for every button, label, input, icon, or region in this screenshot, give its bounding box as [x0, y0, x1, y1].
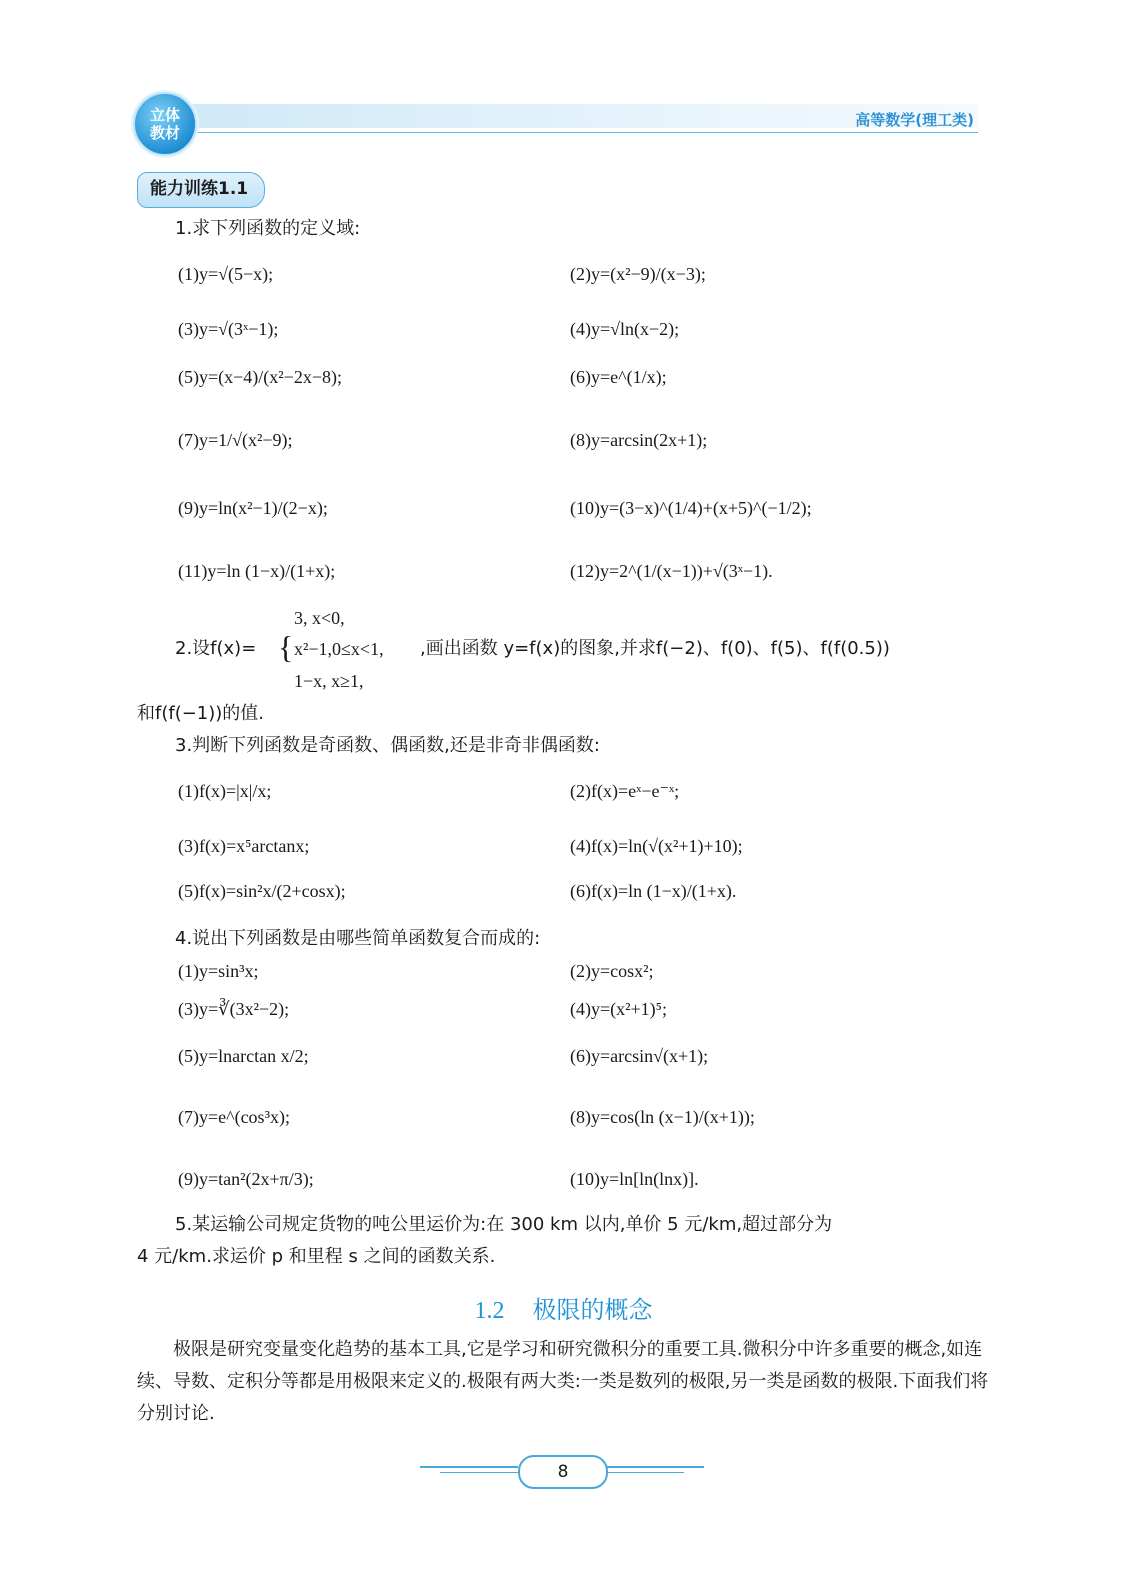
q3-item-6: (6)f(x)=ln (1−x)/(1+x).	[570, 881, 737, 901]
q1-title: 1.求下列函数的定义域:	[175, 218, 361, 239]
q2-case-1: 3, x<0,	[294, 608, 345, 628]
q4-item-6: (6)y=arcsin√(x+1);	[570, 1046, 709, 1066]
book-title: 高等数学(理工类)	[855, 111, 974, 129]
q3-item-1: (1)f(x)=|x|/x;	[178, 781, 272, 801]
page-header	[133, 92, 978, 144]
footer-line-left-thin	[440, 1472, 518, 1473]
q2-brace: {	[278, 629, 294, 665]
q1-item-2: (2)y=(x²−9)/(x−3);	[570, 264, 706, 284]
q1-item-11: (11)y=ln (1−x)/(1+x);	[178, 561, 336, 581]
q1-item-6: (6)y=e^(1/x);	[570, 367, 667, 387]
q1-item-3: (3)y=√(3ˣ−1);	[178, 319, 279, 339]
q1-item-5: (5)y=(x−4)/(x²−2x−8);	[178, 367, 342, 387]
intro-paragraph: 极限是研究变量变化趋势的基本工具,它是学习和研究微积分的重要工具.微积分中许多重要的概念,如连续、导数、定积分等都是用极限来定义的.极限有两大类:一类是数列的极限,另一类是函数的极限.下面我们将分别讨论.	[137, 1339, 989, 1424]
section-heading	[0, 1290, 1127, 1325]
q1-item-7: (7)y=1/√(x²−9);	[178, 430, 293, 450]
exercise-badge: 能力训练1.1	[137, 172, 265, 208]
footer-line-right-thin	[604, 1472, 684, 1473]
q4-item-2: (2)y=cosx²;	[570, 961, 654, 981]
q4-item-1: (1)y=sin³x;	[178, 961, 259, 981]
q3-item-2: (2)f(x)=eˣ−e⁻ˣ;	[570, 781, 680, 801]
section-title: 极限的概念	[532, 1296, 653, 1324]
q1-item-9: (9)y=ln(x²−1)/(2−x);	[178, 498, 328, 518]
q4-item-9: (9)y=tan²(2x+π/3);	[178, 1169, 314, 1189]
q2-prefix: 2.设f(x)=	[175, 638, 257, 659]
q1-item-4: (4)y=√ln(x−2);	[570, 319, 680, 339]
logo-line1: 立体	[149, 106, 180, 124]
q3-title: 3.判断下列函数是奇函数、偶函数,还是非奇非偶函数:	[175, 735, 600, 756]
q4-item-7: (7)y=e^(cos³x);	[178, 1107, 290, 1127]
footer-line-right	[604, 1466, 704, 1468]
q1-item-10: (10)y=(3−x)^(1/4)+(x+5)^(−1/2);	[570, 498, 812, 518]
q4-item-8: (8)y=cos(ln (x−1)/(x+1));	[570, 1107, 755, 1127]
q5-line1: 5.某运输公司规定货物的吨公里运价为:在 300 km 以内,单价 5 元/km,超过部分为	[175, 1214, 833, 1235]
q3-item-4: (4)f(x)=ln(√(x²+1)+10);	[570, 836, 743, 856]
q4-item-5: (5)y=lnarctan x/2;	[178, 1046, 309, 1066]
q5-line2: 4 元/km.求运价 p 和里程 s 之间的函数关系.	[137, 1246, 496, 1267]
header-rule	[173, 132, 978, 133]
q2-case-2: x²−1,0≤x<1,	[294, 639, 384, 659]
q4-title: 4.说出下列函数是由哪些简单函数复合而成的:	[175, 928, 541, 949]
q2-suffix: ,画出函数 y=f(x)的图象,并求f(−2)、f(0)、f(5)、f(f(0.5))	[420, 638, 890, 659]
q1-item-12: (12)y=2^(1/(x−1))+√(3ˣ−1).	[570, 561, 773, 581]
page-number: 8	[518, 1455, 608, 1489]
q4-item-10: (10)y=ln[ln(lnx)].	[570, 1169, 699, 1189]
q1-item-1: (1)y=√(5−x);	[178, 264, 274, 284]
q3-item-5: (5)f(x)=sin²x/(2+cosx);	[178, 881, 346, 901]
q4-item-3: (3)y=∛(3x²−2);	[178, 999, 290, 1019]
q2-case-3: 1−x, x≥1,	[294, 671, 364, 691]
logo-line2: 教材	[149, 124, 180, 142]
footer-line-left	[420, 1466, 518, 1468]
q2-line2: 和f(f(−1))的值.	[137, 703, 265, 724]
q1-item-8: (8)y=arcsin(2x+1);	[570, 430, 708, 450]
section-number: 1.2	[474, 1298, 505, 1324]
q4-item-4: (4)y=(x²+1)⁵;	[570, 999, 667, 1019]
q3-item-3: (3)f(x)=x⁵arctanx;	[178, 836, 310, 856]
stereo-textbook-logo	[133, 92, 197, 156]
